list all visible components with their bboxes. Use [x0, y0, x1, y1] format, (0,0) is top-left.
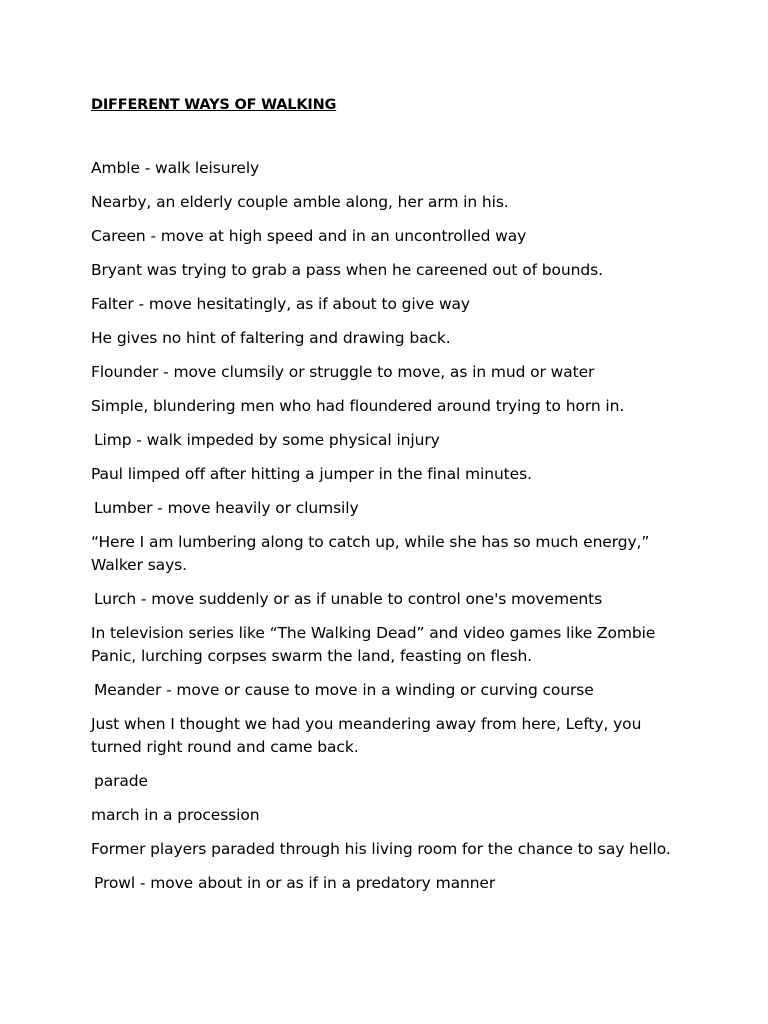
term-lumber: Lumber - move heavily or clumsily: [94, 499, 359, 517]
title-spacer: [91, 115, 681, 157]
term-prowl: Prowl - move about in or as if in a predatory manner: [94, 874, 496, 892]
term-limp: Limp - walk impeded by some physical injury: [94, 431, 440, 449]
example-limp: Paul limped off after hitting a jumper in the final minutes.: [91, 465, 532, 483]
example-lurch: In television series like “The Walking Dead” and video games like Zombie Panic, lurching corpses swarm the land, feasting on flesh.: [91, 624, 656, 665]
example-careen: Bryant was trying to grab a pass when he careened out of bounds.: [91, 261, 603, 279]
term-amble: Amble - walk leisurely: [91, 159, 260, 177]
document-title: DIFFERENT WAYS OF WALKING: [91, 97, 337, 113]
example-amble: Nearby, an elderly couple amble along, her arm in his.: [91, 193, 509, 211]
term-flounder: Flounder - move clumsily or struggle to move, as in mud or water: [91, 363, 595, 381]
term-parade: parade: [94, 772, 148, 790]
term-falter: Falter - move hesitatingly, as if about to give way: [91, 295, 471, 313]
term-meander: Meander - move or cause to move in a winding or curving course: [94, 681, 594, 699]
example-meander: Just when I thought we had you meandering away from here, Lefty, you turned right round and came back.: [91, 715, 642, 756]
document-body: [91, 95, 681, 906]
example-falter: He gives no hint of faltering and drawing back.: [91, 329, 451, 347]
term-lurch: Lurch - move suddenly or as if unable to control one's movements: [94, 590, 603, 608]
term-careen: Careen - move at high speed and in an uncontrolled way: [91, 227, 527, 245]
example-lumber: “Here I am lumbering along to catch up, while she has so much energy,” Walker says.: [91, 533, 650, 574]
definition-parade: march in a procession: [91, 806, 260, 824]
example-parade: Former players paraded through his living room for the chance to say hello.: [91, 840, 671, 858]
example-flounder: Simple, blundering men who had floundered around trying to horn in.: [91, 397, 625, 415]
